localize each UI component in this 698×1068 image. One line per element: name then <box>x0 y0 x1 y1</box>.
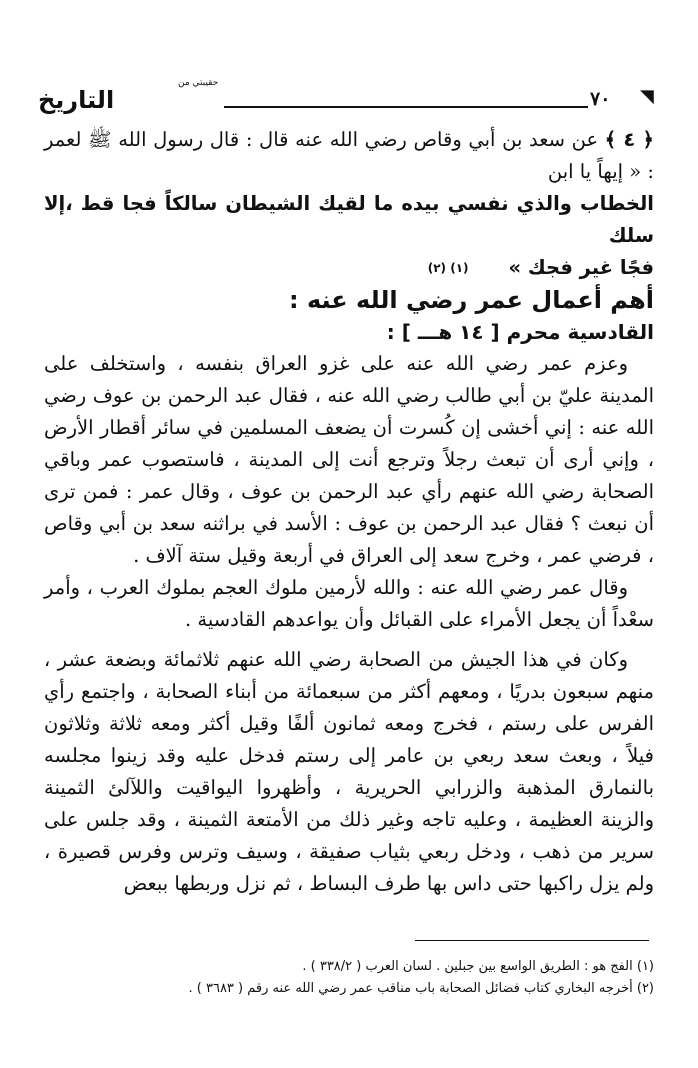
footnote-2: (٢) أخرجه البخاري كتاب فضائل الصحابة باب مناقب عمر رضي الله عنه رقم ( ٣٦٨٣ ) . <box>188 981 654 996</box>
footnotes <box>44 956 654 1000</box>
book-logo <box>28 78 228 120</box>
footnote-rule <box>415 940 649 941</box>
hadith-text-1: عن سعد بن أبي وقاص رضي الله عنه قال : قال رسول الله ﷺ لعمر : « إيهاً يا ابن <box>44 128 654 183</box>
footnote-refs: (١) (٢) <box>427 261 469 275</box>
page-number: ٧٠ <box>590 88 611 110</box>
hadith-line-2: الخطاب والذي نفسي بيده ما لقيك الشيطان سالكاً فجا قط ،إلا سلك <box>44 192 654 247</box>
logo-main-text: التاريخ <box>38 86 115 114</box>
paragraph-2: وقال عمر رضي الله عنه : والله لأرمين ملوك العجم بملوك العرب ، وأمر سعْداً أن يجعل الأمراء على القبائل وأن يواعدهم القادسية . <box>44 576 654 631</box>
hadith-line-3 <box>44 252 654 284</box>
hadith-line-1 <box>44 124 654 188</box>
paragraph-1: وعزم عمر رضي الله عنه على غزو العراق بنفسه ، واستخلف على المدينة عليّ بن أبي طالب رضي الله عنه ، فقال عبد الرحمن بن عوف رضي الله عنه : إني أخشى إن كُسرت أن يضعف المسلمين في سائر أقطار الأرض ، وإني أرى أن تبعث رجلاً وترجع أنت إلى المدينة ، فاستصوب عمر وباقي الصحابة رضي الله عنهم رأي عبد الرحمن بن عوف ، وقال عمر : فمن ترى أن نبعث ؟ فقال عبد الرحمن بن عوف : الأسد في براثنه سعد بن أبي وقاص ، فرضي عمر ، وخرج سعد إلى العراق في أربعة وقيل ستة آلاف . <box>44 352 654 567</box>
logo-small-text: حقيبتي من <box>178 78 219 88</box>
page-ornament-icon: ◥ <box>640 86 654 107</box>
paragraph-3: وكان في هذا الجيش من الصحابة رضي الله عنهم ثلاثمائة وبضعة عشر ، منهم سبعون بدريًا ، ومعهم أكثر من سبعمائة من أبناء الصحابة ، واجتمع رأي الفرس على رستم ، فخرج ومعه ثمانون ألفًا وقيل أكثر ومعه ثلاثة وثلاثون فيلاً ، وبعث سعد ربعي بن عامر إلى رستم فدخل عليه وقد زينوا مجلسه بالنمارق المذهبة والزرابي الحريرية ، وأظهروا اليواقيت واللآلئ الثمينة والزينة العظيمة ، وعليه تاجه وغير ذلك من الأمتعة الثمينة ، وقد جلس على سرير من ذهب ، ودخل ربعي بثياب صفيقة ، وسيف وترس وفرس قصيرة ، ولم يزل راكبها حتى داس بها طرف البساط ، ثم نزل وربطها ببعض <box>44 648 654 895</box>
hadith-number: ﴿ ٤ ﴾ <box>604 128 654 151</box>
footnote-1: (١) الفج هو : الطريق الواسع بين جبلين . لسان العرب ( ٣٣٨/٢ ) . <box>302 959 654 974</box>
header-rule <box>224 106 588 108</box>
hadith-text-3: فجًا غير فجك » <box>508 256 654 279</box>
page-header <box>28 78 668 120</box>
page-body <box>44 124 654 900</box>
subsection-title: القادسية محرم [ ١٤ هـــ ] : <box>386 320 654 344</box>
section-title: أهم أعمال عمر رضي الله عنه : <box>288 286 654 314</box>
